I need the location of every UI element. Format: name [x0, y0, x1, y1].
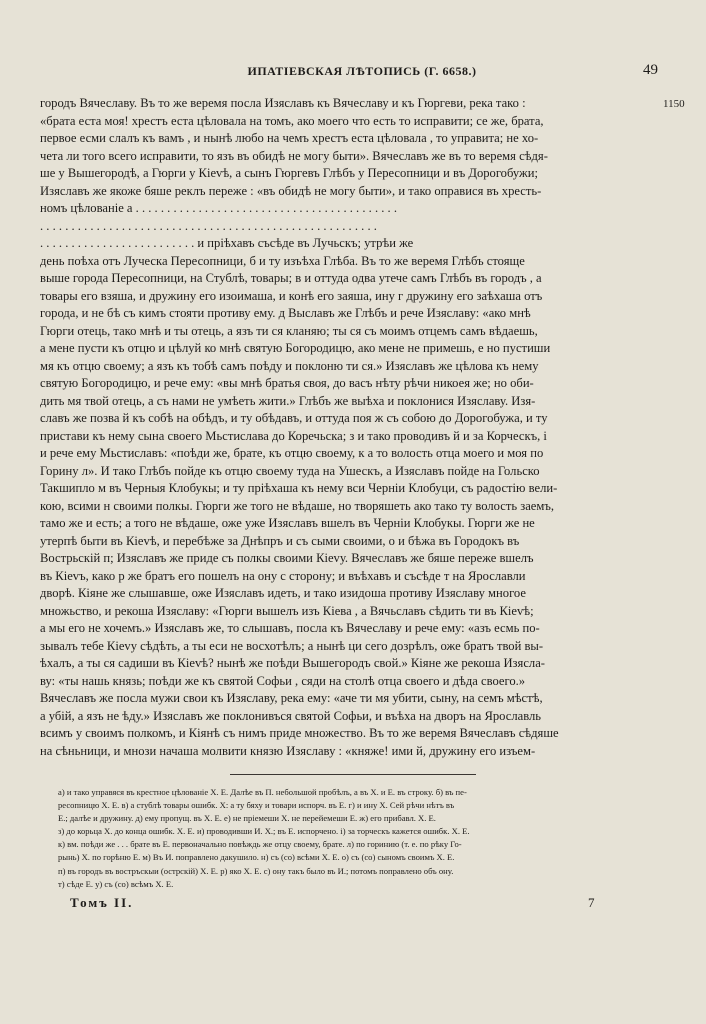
text-line: города, и не бѣ съ кимъ стояти противу ему. д Выславъ же Глѣбъ и рече Изяславу: «ако мнѣ [40, 306, 531, 320]
text-line: Горину л». И тако Глѣбъ пойде къ отцю своему туда на Ушескъ, а Изяславъ пойде на Гольско [40, 463, 540, 478]
text-line: ву: «ты нашь князь; поѣди же къ святой Софьи , сяди на столѣ отца своего и дѣда своего.» [40, 673, 526, 688]
footnotes [58, 786, 666, 891]
footnote-line: а) и тако управяся въ крестное цѣлованiе Х. Е. Далѣе въ П. небольшой пробѣлъ, а въ Х. и Е. въ строку. б) въ пе- [58, 787, 467, 797]
text-line: Вострьскiй п; Изяславъ же приде съ полкы своими Кievу. Вячеславъ же бяше переже вшелъ [40, 551, 534, 565]
sheet-number: 7 [588, 895, 595, 910]
volume-signature: Томъ II. [70, 895, 134, 910]
text-line: дить мя твой отець, а съ нами не умѣеть жити.» Глѣбъ же выѣха и поклонися Изяславу. Изя- [40, 393, 536, 408]
text-line: ѣхалъ, а ты ся садиши въ Кievѣ? нынѣ же поѣди Вышегородъ свой.» Кiяне же рекоша Изясла- [40, 656, 545, 670]
text-line: . . . . . . . . . . . . . . . . . . . . . . . . . . . . . . . . . . . . . . . . . . . . . . . . . . . . . . [40, 218, 377, 233]
text-line: чета ли того всего исправити, то язъ въ обидѣ не могу быти». Вячеславъ же въ то веремя сѣдя- [40, 148, 548, 163]
text-line: «брата еста моя! хрестъ еста цѣловала на томъ, ако моего что есть то исправити; се же, брата, [40, 113, 544, 128]
text-line: утерпѣ быти въ Кievѣ, и перебѣже за Днѣпръ и съ сыми своими, о и бѣжа въ Городокъ въ [40, 533, 520, 548]
footnote-line: п) въ городъ въ востръскыи (острскій) Х. Е. р) яко Х. Е. с) ону такъ было въ И.; потомъ поправлено объ ону. [58, 865, 454, 876]
text-line: ше у Вышегородѣ, а Гюрги у Кievѣ, а сынъ Гюргевъ Глѣбъ у Пересопници и въ Дорогобужи; [40, 166, 538, 180]
text-line: тамо же и есть; а того не вѣдаше, оже уже Изяславъ вшелъ въ Чернiи Клобукы. Гюрги же не [40, 516, 535, 530]
text-line: Такшипло м въ Черныя Клобукы; и ту прiѣхаша къ нему вси Черніи Клобуци, съ радостiю вели- [40, 481, 558, 495]
footnote-line: ресопницю Х. Е. в) а стублѣ товары ошибк. Х: а ту бяху и товари испорч. въ Е. г) и ину Х. Сей рѣчи нѣтъ въ [58, 800, 455, 811]
running-header: ИПАТІЕВСКАЯ ЛѢТОПИСЬ (Г. 6658.) [247, 64, 477, 78]
footnote-line: з) до корьца Х. до конца ошибк. Х. Е. и) проводивши И. Х.; въ Е. испорчено. i) за торческъ кажется ошибк. Х. Е. [58, 826, 470, 837]
text-line: славъ же позва й къ собѣ на обѣдъ, и ту обѣдавъ, и оттуда поя ж съ собою до Дорогобужа, и ту [40, 411, 548, 425]
text-line: первое есми слалъ къ вамъ , и нынѣ любо на чемъ хрестъ еста цѣловала , то управита; не хо- [40, 131, 539, 145]
text-line: въ Кievъ, како р же братъ его пошелъ на ону с сторону; и въѣхавъ и съсѣде т на Ярославли [40, 568, 526, 583]
text-line: день поѣха отъ Луческа Пересопници, б и ту изъѣха Глѣба. Въ то же веремя Глѣбъ стояще [40, 253, 525, 268]
text-line: а мене пусти къ отцю и цѣлуй ко мнѣ святую Богородицю, ако мене не примешь, е но пустиши [40, 341, 551, 355]
text-line: мя къ отцю своему; а язъ къ тобѣ самъ поѣду и поклоню ти ся.» Изяславъ же цѣлова къ нему [40, 358, 539, 373]
text-line: Гюрги отець, тако мнѣ и ты отець, а язъ ти ся кланяю; ты ся съ моимъ отцемъ самъ вѣдаешь, [40, 323, 538, 338]
text-line: кою, всими н своими полкы. Гюрги же того не вѣдаше, но творяшеть ако тако ту волость заемъ, [40, 498, 555, 513]
footnote-rule [230, 774, 476, 775]
chronicle-text [40, 95, 652, 760]
footnote-line: рынь) Х. по горѣню Е. м) Въ И. поправлено дакушило. н) съ (со) всѣми Х. Е. о) съ (со) сыномъ своимъ Х. Е. [58, 852, 455, 863]
text-line: . . . . . . . . . . . . . . . . . . . . . . . . . и прiѣхавъ съсѣде въ Лучьскъ; утрѣи же [40, 236, 414, 250]
text-line: выше города Пересопници, на Стублѣ, товары; в и оттуда одва утече самъ Глѣбъ въ городъ , а [40, 271, 542, 285]
footnote-line: к) вм. поѣди же . . . брате въ Е. первоначально повѣждь же отцу своему, брате. л) по горинию (т. е. по рѣку Го- [58, 839, 462, 850]
text-line: зывалъ тебе Кievу сѣдѣть, а ты еси не восхотѣлъ; а нынѣ ци сего дозрѣлъ, оже братъ твой вы- [40, 638, 544, 653]
text-line: Вячеславъ же посла мужи свои къ Изяславу, река ему: «аче ти мя убити, сыну, на семъ мѣстѣ, [40, 691, 543, 705]
footnote-line: Е.; далѣе и дружину. д) ему пропущ. въ Х. Е. е) не прiемеши Х. не перейемеши Е. ж) его прибавл. Х. Е. [58, 813, 436, 824]
text-line: пристави къ нему сына своего Мьстислава до Коречьска; з и тако проводивъ й и за Корческъ, i [40, 428, 547, 443]
text-line: дворѣ. Кiяне же слышавше, оже Изяславъ идеть, и тако изидоша противу Изяславу многое [40, 586, 526, 600]
text-line: номъ цѣлованiе а . . . . . . . . . . . . . . . . . . . . . . . . . . . . . . . . . . . . . . . . . . [40, 201, 397, 215]
page-number: 49 [643, 62, 658, 78]
margin-year: 1150 [663, 98, 685, 110]
footnote-line: т) сѣде Е. у) съ (со) всѣмъ Х. Е. [58, 878, 174, 889]
text-line: и рече ему Мьстиславъ: «поѣди же, брате, къ отцю своему, к а то волость отца моего и моя по [40, 446, 544, 460]
text-line: множьство, и рекоша Изяславу: «Гюрги вышелъ изъ Кieва , а Вячьславъ сѣдить ти въ Кievѣ; [40, 603, 534, 618]
text-line: святую Богородицю, и рече ему: «вы мнѣ братья своя, до васъ нѣту рѣчи никоея же; но оби- [40, 376, 534, 390]
text-line: а убій, а язъ не ѣду.» Изяславъ же поклонивъся святой Софьи, и въѣха на дворъ на Ярославль [40, 708, 542, 723]
text-line: а мы его не хочемъ.» Изяславъ же, то слышавъ, посла къ Вячеславу и рече ему: «азъ есмь по- [40, 621, 540, 635]
text-line: всимъ у своимъ полкомъ, и Кiянѣ съ нимъ приде множество. Въ то же веремя Вячеславъ сѣдяше [40, 726, 559, 740]
text-line: Изяславъ же якоже бяше реклъ переже : «въ обидѣ не могу быти», и тако оправися въ хресть- [40, 183, 542, 198]
text-line: городъ Вячеславу. Въ то же веремя посла Изяславъ къ Вячеславу и къ Гюргеви, река тако : [40, 96, 526, 110]
text-line: на сѣньници, и мнози начаша молвити князю Изяславу : «княже! ими й, дружину его изъем- [40, 743, 536, 758]
text-line: товары его взяша, и дружину его изоимаша, и конѣ его заяша, ину г дружину его заѣхаша отъ [40, 288, 543, 303]
